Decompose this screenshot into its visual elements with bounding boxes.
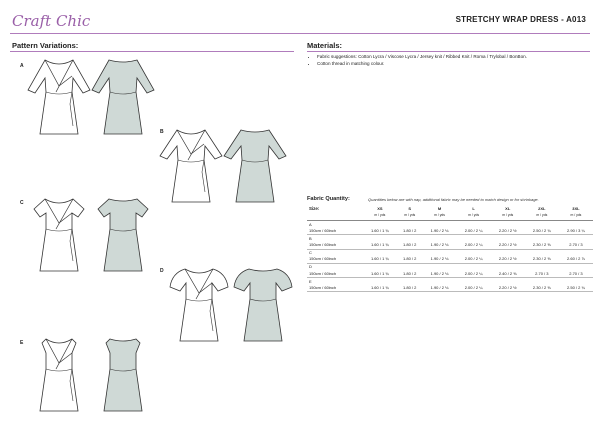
size-header-2xl: 2XL xyxy=(538,206,546,211)
table-cell: 2.90 / 3 ¼ xyxy=(559,227,593,235)
unit-header: m / yds xyxy=(491,212,525,221)
table-cell: 2.00 / 2 ¼ xyxy=(457,256,491,264)
materials-divider xyxy=(307,51,590,52)
table-cell: 1.90 / 2 ⅛ xyxy=(422,284,456,292)
unit-header: m / yds xyxy=(525,212,559,221)
row-width: 150cm / 60inch xyxy=(307,270,363,278)
materials-heading: Materials: xyxy=(307,41,343,50)
row-variant: A xyxy=(309,221,312,227)
materials-list xyxy=(311,53,527,67)
brand-logo: Craft Chic xyxy=(12,12,91,30)
variant-e-back-illustration xyxy=(90,335,156,415)
table-cell: 1.60 / 1 ¾ xyxy=(363,227,397,235)
variant-label-c: C xyxy=(20,200,24,206)
row-variant: C xyxy=(309,250,312,256)
table-row-variant-label xyxy=(307,221,593,228)
page-title: STRETCHY WRAP DRESS - A013 xyxy=(455,15,586,24)
fabric-quantity-note: Quantities below are with nap, additional fabric may be needed to match design or for shrinkage. xyxy=(368,197,539,202)
table-cell: 1.80 / 2 xyxy=(397,256,423,264)
table-cell: 2.30 / 2 ⅝ xyxy=(525,256,559,264)
variant-label-e: E xyxy=(20,340,24,346)
table-cell: 2.60 / 2 ⅞ xyxy=(559,256,593,264)
size-header-l: L xyxy=(472,206,475,211)
row-width: 150cm / 60inch xyxy=(307,241,363,249)
fabric-quantity-table xyxy=(307,205,593,292)
unit-header: m / yds xyxy=(457,212,491,221)
table-row xyxy=(307,270,593,278)
table-cell: 2.50 / 2 ¾ xyxy=(525,227,559,235)
row-variant: B xyxy=(309,235,312,241)
table-cell: 2.20 / 2 ½ xyxy=(491,241,525,249)
pattern-variations-heading: Pattern Variations: xyxy=(12,41,79,50)
variant-label-a: A xyxy=(20,63,24,69)
materials-item-thread: • Cotton thread in matching colour. xyxy=(317,60,527,67)
variant-d-back-illustration xyxy=(230,265,296,345)
variant-label-b: B xyxy=(160,129,164,135)
table-cell: 2.00 / 2 ¼ xyxy=(457,227,491,235)
size-header-m: M xyxy=(437,206,442,211)
table-row xyxy=(307,241,593,249)
table-cell: 1.90 / 2 ⅛ xyxy=(422,241,456,249)
table-cell: 1.60 / 1 ¾ xyxy=(363,284,397,292)
variant-e-front-illustration xyxy=(26,335,92,415)
row-width: 150cm / 60inch xyxy=(307,227,363,235)
table-cell: 2.20 / 2 ½ xyxy=(491,227,525,235)
table-cell: 2.70 / 3 xyxy=(525,270,559,278)
table-row xyxy=(307,256,593,264)
unit-header: m / yds xyxy=(363,212,397,221)
header-divider xyxy=(10,33,590,34)
size-header-3xl: 3XL xyxy=(572,206,580,211)
unit-header: m / yds xyxy=(397,212,423,221)
table-cell: 2.20 / 2 ½ xyxy=(491,256,525,264)
variant-d-front-illustration xyxy=(166,265,232,345)
unit-header: m / yds xyxy=(559,212,593,221)
table-cell: 2.20 / 2 ½ xyxy=(491,284,525,292)
size-header-xs: XS xyxy=(377,206,383,211)
size-header-xl: XL xyxy=(505,206,511,211)
table-row-variant-label xyxy=(307,235,593,242)
row-width: 150cm / 60inch xyxy=(307,256,363,264)
row-variant: E xyxy=(309,278,312,284)
variant-a-back-illustration xyxy=(90,56,156,138)
variant-b-front-illustration xyxy=(158,126,224,206)
table-cell: 2.70 / 3 xyxy=(559,241,593,249)
table-cell: 1.80 / 2 xyxy=(397,284,423,292)
table-row xyxy=(307,284,593,292)
table-cell: 1.60 / 1 ¾ xyxy=(363,256,397,264)
table-cell: 1.90 / 2 ⅛ xyxy=(422,270,456,278)
table-header-row xyxy=(307,205,593,212)
table-cell: 1.90 / 2 ⅛ xyxy=(422,227,456,235)
table-row xyxy=(307,227,593,235)
table-row-variant-label xyxy=(307,278,593,285)
table-cell: 2.00 / 2 ¼ xyxy=(457,270,491,278)
variant-c-front-illustration xyxy=(26,195,92,275)
variant-a-front-illustration xyxy=(26,56,92,138)
table-row-variant-label xyxy=(307,263,593,270)
table-cell: 1.80 / 2 xyxy=(397,227,423,235)
table-cell: 2.30 / 2 ⅝ xyxy=(525,241,559,249)
table-cell: 2.70 / 3 xyxy=(559,270,593,278)
table-cell: 2.50 / 2 ¾ xyxy=(559,284,593,292)
row-width: 150cm / 60inch xyxy=(307,284,363,292)
fabric-quantity-heading: Fabric Quantity: xyxy=(307,196,350,202)
table-unit-row xyxy=(307,212,593,221)
table-cell: 1.80 / 2 xyxy=(397,241,423,249)
unit-header: m / yds xyxy=(422,212,456,221)
pattern-variations-divider xyxy=(10,51,294,52)
row-variant: D xyxy=(309,264,312,270)
table-row-variant-label xyxy=(307,249,593,256)
table-cell: 1.80 / 2 xyxy=(397,270,423,278)
variant-b-back-illustration xyxy=(222,126,288,206)
table-cell: 2.40 / 2 ⅝ xyxy=(491,270,525,278)
table-cell: 1.60 / 1 ¾ xyxy=(363,270,397,278)
variant-label-d: D xyxy=(160,268,164,274)
materials-item-fabric: • Fabric suggestions: Cotton Lycra / Viscose Lycra / Jersey knit / Ribbed Knit / Roma / Trylobal / BonBon. xyxy=(317,53,527,60)
size-header-s: S xyxy=(408,206,412,211)
table-cell: 1.90 / 2 ⅛ xyxy=(422,256,456,264)
table-cell: 2.00 / 2 ¼ xyxy=(457,241,491,249)
variant-c-back-illustration xyxy=(90,195,156,275)
table-cell: 2.00 / 2 ¼ xyxy=(457,284,491,292)
table-cell: 2.30 / 2 ⅝ xyxy=(525,284,559,292)
size-column-header: Size: xyxy=(309,206,320,211)
table-cell: 1.60 / 1 ¾ xyxy=(363,241,397,249)
